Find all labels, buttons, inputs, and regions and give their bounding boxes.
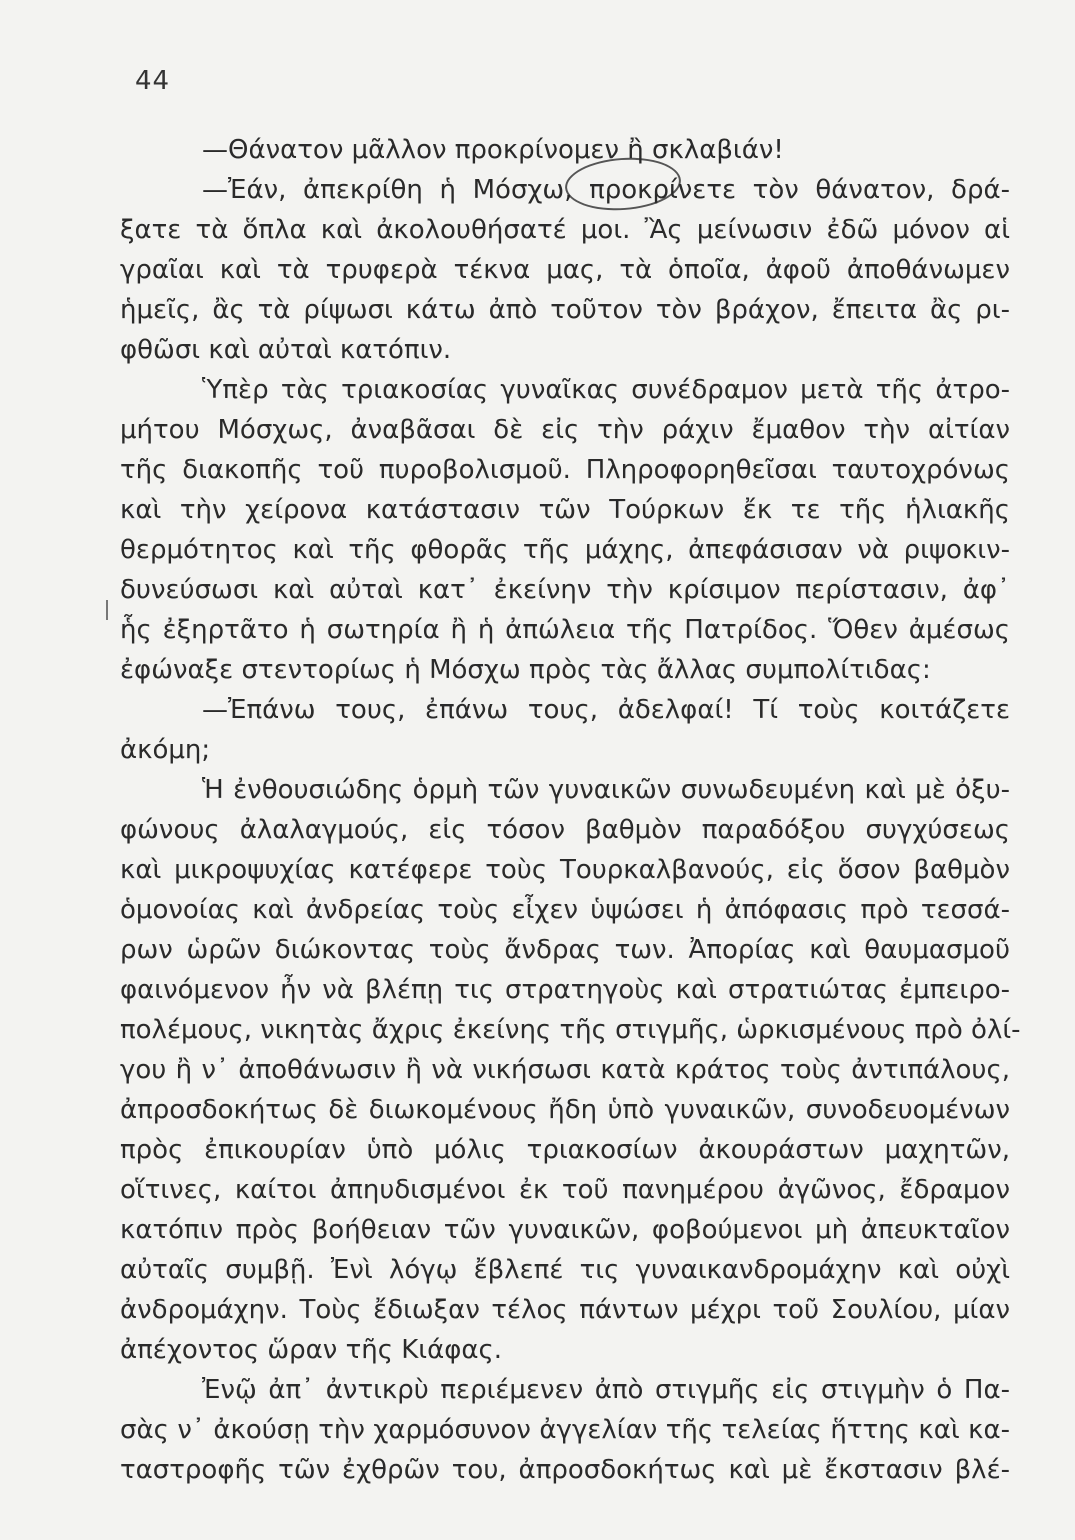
body-text-continued [120,1410,1010,1540]
text-line: ἡμεῖς, ἂς τὰ ρίψωσι κάτω ἀπὸ τοῦτον τὸν βράχον, ἔπειτα ἂς ρι- [120,295,1010,325]
text-line: γου ἢ ν᾽ ἀποθάνωσιν ἢ νὰ νικήσωσι κατὰ κράτος τοὺς ἀντιπάλους, [120,1055,1010,1085]
text-line: ἀπροσδοκήτως δὲ διωκομένους ἤδη ὑπὸ γυναικῶν, συνοδευομένων [120,1095,1010,1125]
text-line: ἀνδρομάχην. Τοὺς ἔδιωξαν τέλος πάντων μέχρι τοῦ Σουλίου, μίαν [120,1295,1010,1325]
text-line: πρὸς ἐπικουρίαν ὑπὸ μόλις τριακοσίων ἀκουράστων μαχητῶν, [120,1135,1010,1165]
text-line: ἀπέχοντος ὥραν τῆς Κιάφας. [120,1335,503,1365]
text-line: κατόπιν πρὸς βοήθειαν τῶν γυναικῶν, φοβούμενοι μὴ ἀπευκταῖον [120,1215,1010,1245]
text-line: οἵτινες, καίτοι ἀπηυδισμένοι ἐκ τοῦ πανημέρου ἀγῶνος, ἔδραμον [120,1175,1010,1205]
text-line: γραῖαι καὶ τὰ τρυφερὰ τέκνα μας, τὰ ὁποῖα, ἀφοῦ ἀποθάνωμεν [120,255,1010,285]
text-line: πολέμους, νικητὰς ἄχρις ἐκείνης τῆς στιγμῆς, ὡρκισμένους πρὸ ὀλί- [120,1015,1021,1045]
text-line: ἧς ἐξηρτᾶτο ἡ σωτηρία ἢ ἡ ἀπώλεια τῆς Πατρίδος. Ὅθεν ἀμέσως [120,615,1010,645]
text-line: τῆς διακοπῆς τοῦ πυροβολισμοῦ. Πληροφορηθεῖσαι ταυτοχρόνως [120,455,1010,485]
body-text [120,130,1021,1420]
text-line: Ἡ ἐνθουσιώδης ὁρμὴ τῶν γυναικῶν συνωδευμένη καὶ μὲ ὀξυ- [202,775,1010,805]
page-number: 44 [135,66,171,96]
text-line: φαινόμενον ἦν νὰ βλέπῃ τις στρατηγοὺς καὶ στρατιώτας ἐμπειρο- [120,975,1010,1005]
text-line: φώνους ἀλαλαγμούς, εἰς τόσον βαθμὸν παραδόξου συγχύσεως [120,815,1010,845]
text-line: Ὑπὲρ τὰς τριακοσίας γυναῖκας συνέδραμον μετὰ τῆς ἀτρο- [202,375,1010,405]
text-line: καὶ μικροψυχίας κατέφερε τοὺς Τουρκαλβανούς, εἰς ὅσον βαθμὸν [120,855,1010,885]
text-line: θερμότητος καὶ τῆς φθορᾶς τῆς μάχης, ἀπεφάσισαν νὰ ριψοκιν- [120,535,1010,565]
text-line: Ἐνῷ ἀπ᾽ ἀντικρὺ περιέμενεν ἀπὸ στιγμῆς εἰς στιγμὴν ὁ Πα- [202,1375,1010,1405]
text-line: —Θάνατον μᾶλλον προκρίνομεν ἢ σκλαβιάν! [202,135,784,165]
text-line: ρων ὡρῶν διώκοντας τοὺς ἄνδρας των. Ἀπορίας καὶ θαυμασμοῦ [120,935,1010,965]
text-line: ἀκόμη; [120,735,211,765]
text-line: φθῶσι καὶ αὐταὶ κατόπιν. [120,335,452,365]
margin-mark [106,600,108,620]
text-line: δυνεύσωσι καὶ αὐταὶ κατ᾽ ἐκείνην τὴν κρίσιμον περίστασιν, ἀφ᾽ [120,575,1010,605]
text-line: σὰς ν᾽ ἀκούσῃ τὴν χαρμόσυνον ἀγγελίαν τῆς τελείας ἥττης καὶ κα- [120,1415,1010,1445]
text-line: ὁμονοίας καὶ ἀνδρείας τοὺς εἶχεν ὑψώσει ἡ ἀπόφασις πρὸ τεσσά- [120,895,1010,925]
text-line: ταστροφῆς τῶν ἐχθρῶν του, ἀπροσδοκήτως καὶ μὲ ἔκστασιν βλέ- [120,1455,1010,1485]
text-line: μήτου Μόσχως, ἀναβᾶσαι δὲ εἰς τὴν ράχιν ἔμαθον τὴν αἰτίαν [120,415,1010,445]
text-line: καὶ τὴν χείρονα κατάστασιν τῶν Τούρκων ἔκ τε τῆς ἡλιακῆς [120,495,1010,525]
text-line: —Ἐπάνω τους, ἐπάνω τους, ἀδελφαί! Τί τοὺς κοιτάζετε [202,695,1010,725]
text-line: ξατε τὰ ὅπλα καὶ ἀκολουθήσατέ μοι. Ἂς μείνωσιν ἐδῶ μόνον αἱ [120,215,1010,245]
text-line: αὐταῖς συμβῇ. Ἐνὶ λόγῳ ἔβλεπέ τις γυναικανδρομάχην καὶ οὐχὶ [120,1255,1010,1285]
text-line: —Ἐάν, ἀπεκρίθη ἡ Μόσχω, προκρίνετε τὸν θάνατον, δρά- [202,175,1010,205]
text-line: ἐφώναξε στεντορίως ἡ Μόσχω πρὸς τὰς ἄλλας συμπολίτιδας: [120,655,931,685]
